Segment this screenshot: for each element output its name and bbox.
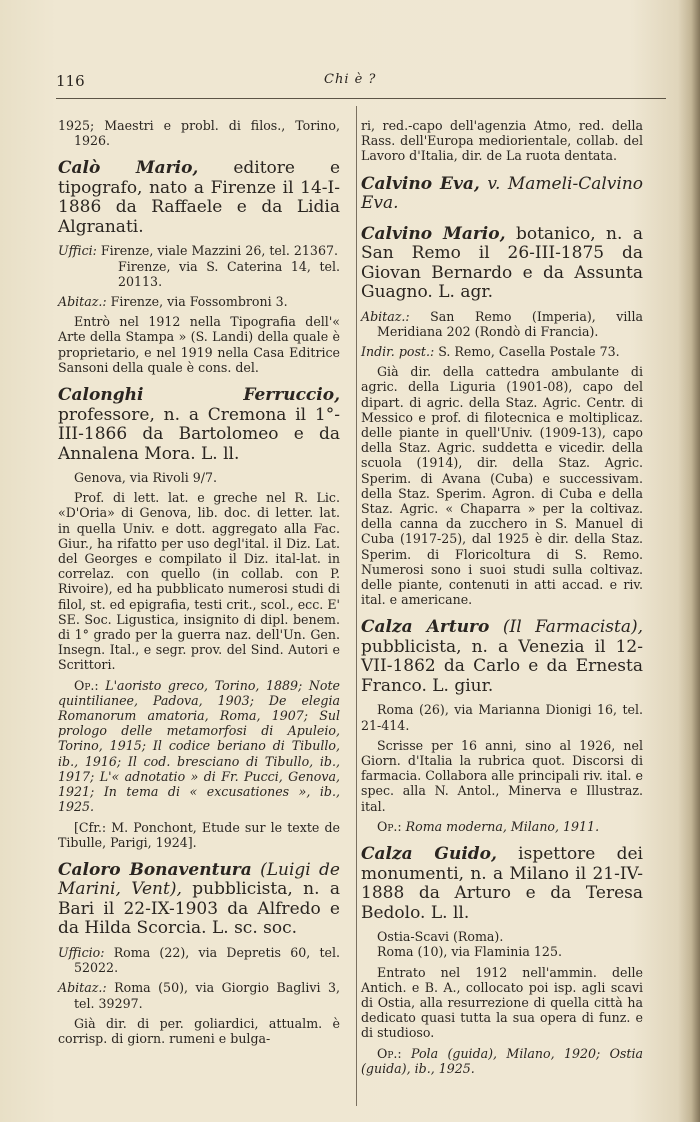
works-label: Op.: [377, 1045, 402, 1061]
postal-address-text: S. Remo, Casella Postale 73. [438, 344, 620, 360]
entry-calo-mario [58, 159, 340, 375]
home-label: Abitaz.: [58, 294, 107, 310]
works-list [361, 819, 643, 834]
office-label: Uffici: [58, 243, 97, 259]
works-list [361, 1046, 643, 1076]
page-edge-shadow [678, 0, 700, 1122]
entry-alias: (Luigi de Marini, Vent), [58, 859, 340, 900]
entry-biography: Entrato nel 1912 nell'ammin. delle Antich. e B. A., collocato poi isp. agli scavi di Ostia, alla resurrezione di quella città ha dedicato quasi tutta la sua opera di funz. e di studioso. [361, 964, 643, 1041]
entry-heading [361, 175, 643, 214]
office-address-2: Firenze, via S. Caterina 14, tel. 20113. [118, 258, 340, 289]
entry-biography: Scrisse per 16 anni, sino al 1926, nel Giorn. d'Italia la rubrica quot. Discorsi di farmacia. Collabora alle principali riv. ital. e spec. alla N. Antol., Minerva e Illustraz. ital. [361, 737, 643, 814]
entry-name: Calonghi Ferruccio, [58, 385, 340, 406]
entry-calvino-mario [361, 225, 643, 608]
entry-biography: Prof. di lett. lat. e greche nel R. Lic. «D'Oria» di Genova, lib. doc. di letter. lat. in quella Univ. e dott. aggregato alla Fac. Giur., ha rifatto per uso degl'ital. il Diz. Lat. del Georges e compilato il Diz. ital-lat. in correlaz. con quello (in collab. con P. Rivoire), ed ha pubblicato numerosi studi di filol, st. ed epigrafia, testi crit., scol., ecc. E' SE. Soc. Ligustica, insignito di dipl. benem. di 1° grado per la guerra naz. dell'Un. Gen. Insegn. Ital., e segr. prov. del Sind. Autori e Scrittori. [58, 490, 340, 673]
address-1: Ostia-Scavi (Roma). [377, 929, 504, 945]
home-address [58, 980, 340, 1010]
header-rule [56, 98, 666, 99]
office-label: Ufficio: [58, 944, 105, 960]
home-label: Abitaz.: [58, 980, 107, 996]
home-address-text: Firenze, via Fossombroni 3. [110, 294, 288, 310]
address-2: Roma (10), via Flaminia 125. [377, 944, 562, 960]
entry-biography: Già dir. della cattedra ambulante di agric. della Liguria (1901-08), capo del dipart. di agric. della Staz. Agric. Centr. di Messico e prof. di filotecnica e moltiplicaz. delle piante in quell'Univ. (1909-13), capo della Staz. Agric. suddetta e vicedir. della scuola (1914), dir. della Staz. Agric. Sperim. di Avana (Cuba) e successivam. della Staz. Sperim. Agron. di Cuba e della Staz. Agric. « Chaparra » per la coltivaz. della canna da zucchero in S. Manuel di Cuba (1917-25), dal 1925 è dir. della Staz. Sperim. di Floricoltura di S. Remo. Numerosi sono i suoi studi sulla coltivaz. delle piante, contenuti in atti accad. e riv. ital. e americane. [361, 364, 643, 608]
postal-address [361, 344, 643, 359]
left-column [58, 118, 340, 1046]
works-label: Op.: [74, 677, 99, 693]
entry-description: pubblicista, n. a Bari il 22-IX-1903 da Alfredo e da Hilda Scorcia. L. sc. soc. [58, 879, 340, 939]
entry-caloro-bonaventura [58, 861, 340, 1046]
office-address-1: Firenze, viale Mazzini 26, tel. 21367. [100, 243, 338, 259]
entry-description: editore e tipografo, nato a Firenze il 14-I-1886 da Raffaele e da Lidia Algranati. [58, 158, 340, 237]
home-address [361, 309, 643, 339]
entry-heading [58, 386, 340, 464]
entry-calonghi-ferruccio [58, 386, 340, 850]
works-text: Roma moderna, Milano, 1911. [405, 818, 600, 834]
works-list [58, 678, 340, 815]
entry-name: Calvino Eva, [361, 173, 480, 194]
entry-name: Calvino Mario, [361, 223, 506, 244]
works-text: Pola (guida), Milano, 1920; Ostia (guida), ib., 1925. [361, 1045, 643, 1076]
office-address [58, 945, 340, 975]
entry-heading [58, 159, 340, 237]
home-label: Abitaz.: [361, 308, 410, 324]
works-label: Op.: [377, 818, 402, 834]
home-address: Roma (26), via Marianna Dionigi 16, tel. 21-414. [361, 702, 643, 733]
entry-name: Caloro Bonaventura [58, 859, 252, 880]
column-divider [356, 106, 357, 1106]
entry-biography: Entrò nel 1912 nella Tipografia dell'« Arte della Stampa » (S. Landi) della quale è proprietario, e nel 1919 nella Casa Editrice Sansoni della quale è cons. del. [58, 314, 340, 375]
entry-description: pubblicista, n. a Venezia il 12-VII-1862 da Carlo e da Ernesta Franco. L. giur. [361, 636, 643, 696]
entry-name: Calò Mario, [58, 158, 199, 179]
entry-calza-guido [361, 845, 643, 1076]
postal-label: Indir. post.: [361, 344, 435, 360]
continued-text: 1925; Maestri e probl. di filos., Torino, 1926. [58, 118, 340, 149]
running-title: Chi è ? [324, 72, 377, 87]
entry-name: Calza Guido, [361, 844, 497, 865]
office-address [58, 243, 340, 258]
entry-name: Calza Arturo [361, 617, 490, 638]
entry-heading [58, 861, 340, 939]
cross-reference: v. Mameli-Calvino Eva. [361, 173, 644, 214]
home-address-text: Roma (50), via Giorgio Baglivi 3, tel. 39297. [74, 980, 340, 1011]
reference-note: [Cfr.: M. Ponchont, Etude sur le texte de Tibulle, Parigi, 1924]. [58, 819, 340, 850]
entry-description: botanico, n. a San Remo il 26-III-1875 da Giovan Bernardo e da Assunta Guagno. L. agr. [361, 223, 643, 303]
entry-calvino-eva [361, 175, 643, 214]
entry-alias: (Il Farmacista), [502, 617, 644, 638]
home-address-text: San Remo (Imperia), villa Meridiana 202 (Rondò di Francia). [377, 308, 643, 339]
page-header [56, 72, 656, 94]
page-number: 116 [56, 72, 85, 90]
entry-heading [361, 618, 643, 696]
entry-description: ispettore dei monumenti, n. a Milano il 21-IV-1888 da Arturo e da Teresa Bedolo. L. ll. [361, 844, 643, 923]
entry-description: professore, n. a Cremona il 1°-III-1866 da Bartolomeo e da Annalena Mora. L. ll. [58, 404, 340, 464]
works-text: L'aoristo greco, Torino, 1889; Note quintilianee, Padova, 1903; De elegia Romanorum amatoria, Roma, 1907; Sul prologo delle metamorfosi di Apuleio, Torino, 1915; Il codice beriano di Tibullo, ib., 1916; Il cod. bresciano di Tibullo, ib., 1917; L'« adnotatio » di Fr. Pucci, Genova, 1921; In tema di « excusationes », ib., 1925. [58, 677, 340, 815]
entry-calza-arturo [361, 618, 643, 834]
entry-biography: Già dir. di per. goliardici, attualm. è corrisp. di giorn. rumeni e bulga- [58, 1015, 340, 1046]
office-address-text: Roma (22), via Depretis 60, tel. 52022. [74, 944, 340, 976]
right-column [361, 118, 643, 1076]
home-address [58, 294, 340, 309]
home-address: Genova, via Rivoli 9/7. [74, 470, 218, 486]
entry-heading [361, 845, 643, 923]
entry-heading [361, 225, 643, 303]
continued-text: ri, red.-capo dell'agenzia Atmo, red. della Rass. dell'Europa mediorientale, collab. del Lavoro d'Italia, dir. de La ruota dentata. [361, 118, 643, 164]
